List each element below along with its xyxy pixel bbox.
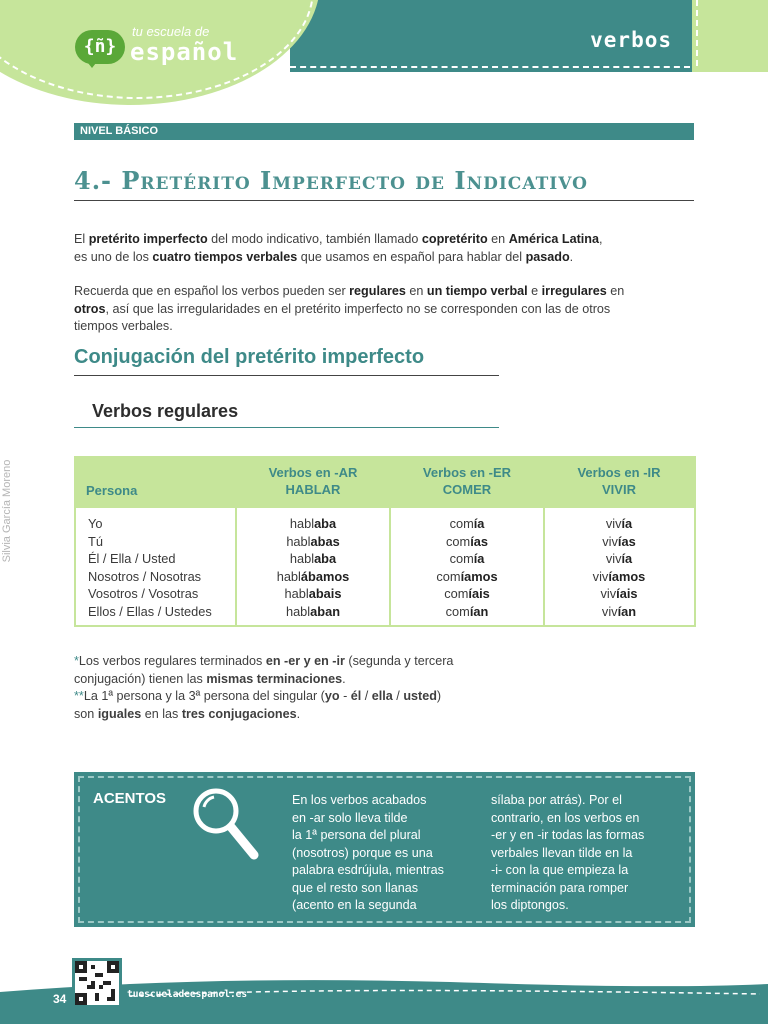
accents-line: En los verbos acabados <box>292 793 427 807</box>
logo-speech-bubble-icon: {ñ} <box>75 30 125 64</box>
accents-line: verbales llevan tilde en la <box>491 845 633 860</box>
conjugated-form: vivía <box>605 551 633 566</box>
accents-line: los diptongos. <box>491 898 569 912</box>
page-title: 4.- Pretérito Imperfecto de Indicativo <box>74 166 588 195</box>
conjugated-form: hablabas <box>286 533 340 549</box>
website-link[interactable]: tuescueladeespanol.es <box>127 989 248 1000</box>
accents-text-column-2 <box>491 792 681 915</box>
conjugated-form: hablabais <box>284 586 342 601</box>
accents-line: -i- con la que empieza la <box>491 863 629 877</box>
er-column <box>390 515 544 620</box>
conjugated-form: comía <box>449 516 485 531</box>
qr-code-icon[interactable] <box>72 958 122 1008</box>
section-label: verbos <box>590 28 672 52</box>
person-cell: Tú <box>88 533 103 549</box>
accents-line: palabra esdrújula, mientras <box>292 863 444 877</box>
title-rule <box>74 200 694 201</box>
ir-column <box>544 515 694 620</box>
persons-column <box>88 515 233 620</box>
conjugated-form: comía <box>449 551 485 566</box>
person-cell: Ellos / Ellas / Ustedes <box>88 603 212 619</box>
person-cell: Él / Ella / Usted <box>88 551 176 566</box>
conjugated-form: vivíamos <box>592 568 646 584</box>
accents-line: (acento en la segunda <box>292 898 417 912</box>
logo-wordmark: español <box>130 38 239 66</box>
accents-text-column-1 <box>292 792 482 915</box>
accents-line: (nosotros) porque es una <box>292 845 433 860</box>
conjugated-form: vivían <box>601 603 637 619</box>
header-ar: Verbos en -AR HABLAR <box>268 465 358 497</box>
accents-line: contrario, en los verbos en <box>491 810 640 825</box>
intro-paragraph-2: Recuerda que en español los verbos pueden ser regulares en un tiempo verbal e irregulares en otros, así que las irregularidades en el pretérito imperfecto no se corresponden con las de otros tiempos verbales. <box>74 284 625 333</box>
header-persona: Persona <box>86 483 138 498</box>
accents-line: que el resto son llanas <box>292 880 419 895</box>
ar-column <box>236 515 390 620</box>
magnifier-icon <box>190 785 262 863</box>
accents-line: la 1ª persona del plural <box>292 828 421 842</box>
accents-line: sílaba por atrás). Por el <box>491 793 622 807</box>
conjugated-form: comías <box>446 533 488 549</box>
section-rule <box>74 375 499 376</box>
footnotes: *Los verbos regulares terminados en -er y en -ir (segunda y tercera conjugación) tienen las mismas terminaciones. **La 1ª persona y la 3ª persona del singular (yo - él / ella / usted) son iguales en las tres conjugaciones. <box>74 654 454 721</box>
conjugated-form: comíais <box>444 586 490 601</box>
conjugated-form: vivíais <box>600 586 638 601</box>
page-number: 34 <box>53 992 67 1006</box>
conjugation-table <box>74 456 696 627</box>
level-bar: NIVEL BÁSICO <box>74 123 694 140</box>
conjugated-form: hablaban <box>285 603 341 619</box>
intro-paragraph-1: El pretérito imperfecto del modo indicativo, también llamado copretérito en América Latina, es uno de los cuatro tiempos verbales que usamos en español para hablar del pasado. <box>74 232 603 264</box>
header-vertical-dashed-line <box>696 0 698 66</box>
accents-title: ACENTOS <box>93 790 167 807</box>
conjugated-form: hablaba <box>289 516 337 531</box>
person-cell: Nosotros / Nosotras <box>88 568 202 584</box>
conjugated-form: hablábamos <box>276 568 350 584</box>
logo-tagline: tu escuela de <box>132 24 210 39</box>
accents-line: en -ar solo lleva tilde <box>292 810 408 825</box>
author-credit: Silvia García Moreno <box>1 459 13 563</box>
header-dashed-line <box>290 66 690 68</box>
header-ir: Verbos en -IR VIVIR <box>577 465 661 497</box>
conjugated-form: comíamos <box>436 568 498 584</box>
header-er: Verbos en -ER COMER <box>422 465 512 497</box>
header-corner <box>692 0 768 72</box>
conjugated-form: comían <box>445 603 489 619</box>
conjugated-form: vivías <box>602 533 636 549</box>
person-cell: Yo <box>88 516 103 531</box>
subsection-rule <box>74 427 499 428</box>
section-title: Conjugación del pretérito imperfecto <box>74 346 425 368</box>
conjugated-form: vivía <box>605 516 633 531</box>
logo-bubble-tail <box>84 58 100 68</box>
qr-code-pattern <box>75 961 119 1005</box>
conjugated-form: hablaba <box>289 551 337 566</box>
person-cell: Vosotros / Vosotras <box>88 586 199 601</box>
subsection-title: Verbos regulares <box>92 401 239 421</box>
accents-line: terminación para romper <box>491 880 629 895</box>
accents-line: -er y en -ir todas las formas <box>491 828 645 842</box>
